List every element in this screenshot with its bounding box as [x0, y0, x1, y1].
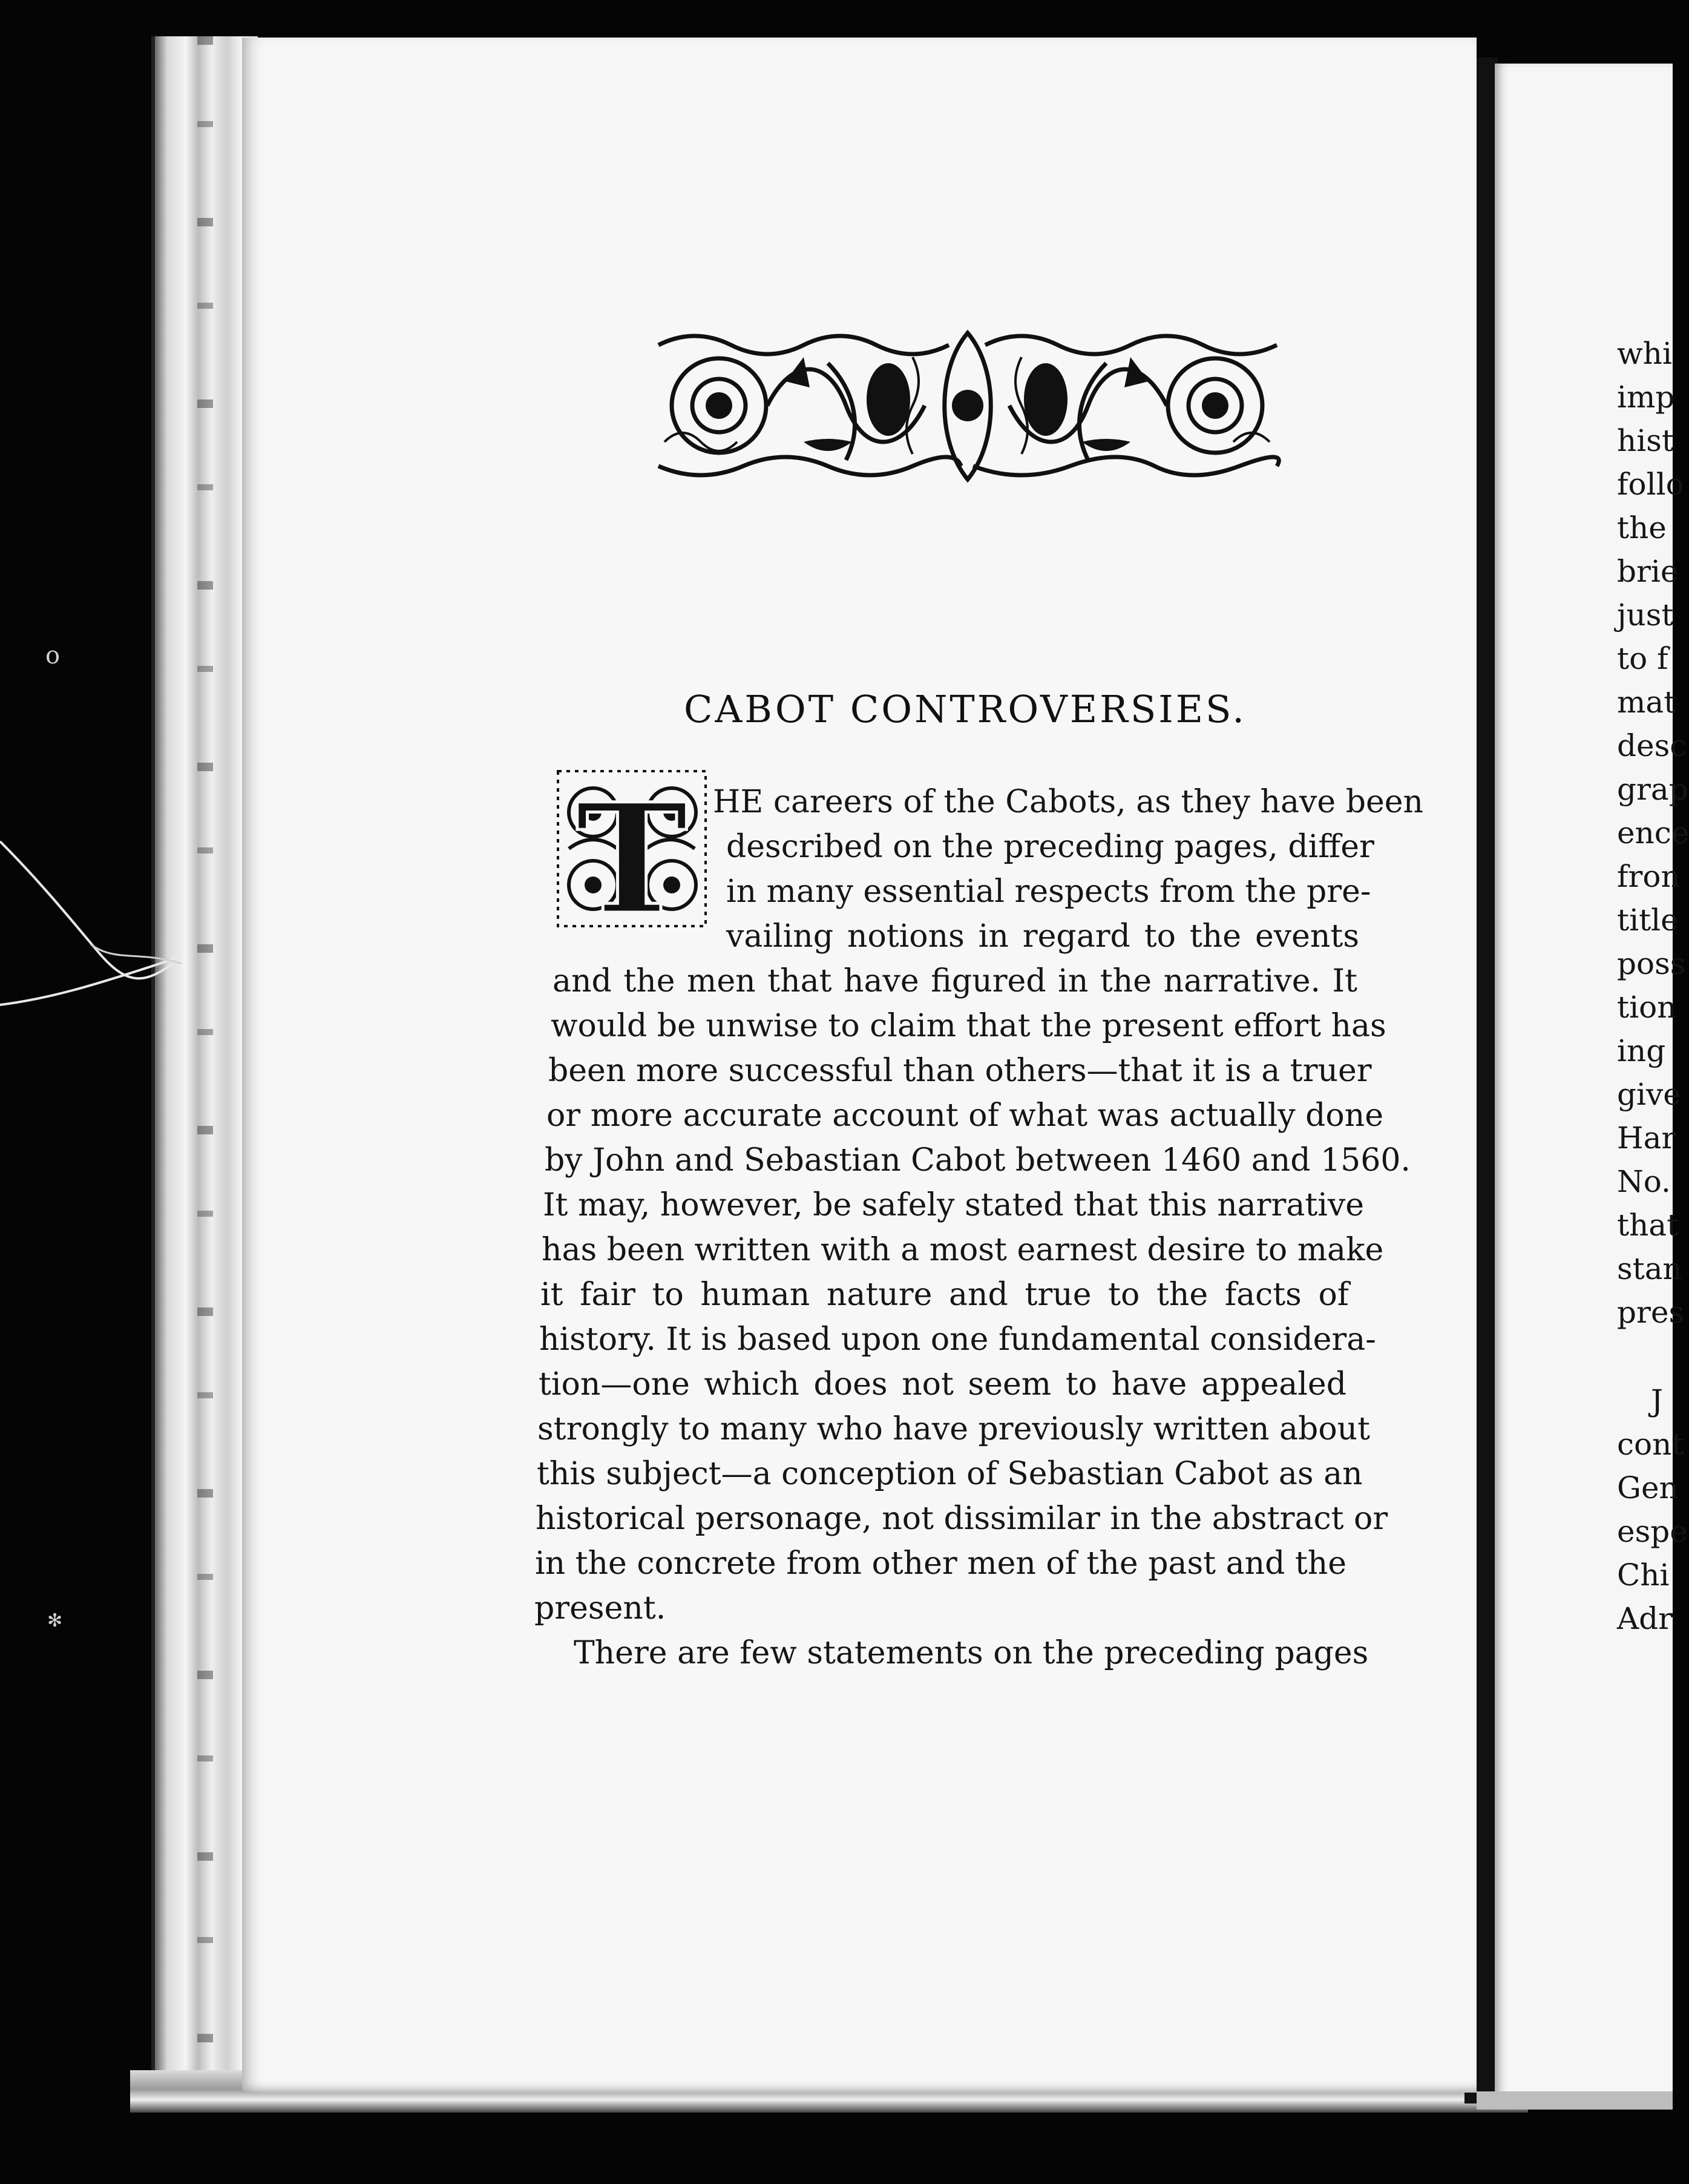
body-line: in many essential respects from the pre-	[726, 873, 1371, 910]
right-line: the	[1617, 510, 1667, 545]
right-line: just	[1617, 597, 1674, 633]
right-line: title	[1617, 903, 1679, 938]
body-line: HE careers of the Cabots, as they have been	[713, 784, 1424, 820]
chapter-title: CABOT CONTROVERSIES.	[684, 687, 1247, 731]
body-line: present.	[534, 1590, 666, 1626]
right-line: hist	[1617, 423, 1674, 458]
right-line: poss	[1617, 946, 1686, 981]
body-line: There are few statements on the preceding pages	[574, 1635, 1369, 1671]
body-line: historical personage, not dissimilar in the abstract or	[536, 1501, 1388, 1537]
right-line: to f	[1617, 641, 1668, 676]
right-line: mat	[1617, 685, 1676, 720]
body-line: history. It is based upon one fundamental considera-	[539, 1321, 1376, 1358]
right-line: grap	[1617, 772, 1688, 807]
right-line: Adr	[1617, 1601, 1673, 1636]
right-line: whi	[1617, 336, 1672, 371]
body-line: by John and Sebastian Cabot between 1460 and 1560.	[545, 1142, 1411, 1179]
body-line: described on the preceding pages, differ	[726, 829, 1374, 865]
body-line: has been written with a most earnest desire to make	[542, 1232, 1384, 1268]
right-line: No.	[1617, 1164, 1671, 1199]
right-line: pres	[1617, 1295, 1685, 1330]
body-line: it fair to human nature and true to the facts of	[540, 1277, 1349, 1313]
speck-mark: o	[45, 642, 61, 669]
right-line: tion	[1617, 990, 1677, 1025]
right-line: Chi	[1617, 1557, 1670, 1593]
right-line: cont	[1617, 1427, 1684, 1462]
right-line: J	[1651, 1383, 1664, 1418]
right-line: Har	[1617, 1120, 1676, 1156]
right-line: espe	[1617, 1514, 1688, 1549]
body-line: It may, however, be safely stated that this narrative	[543, 1187, 1365, 1223]
body-line: been more successful than others—that it is a truer	[548, 1053, 1372, 1089]
drop-cap-letter: T	[575, 770, 689, 948]
body-line: tion—one which does not seem to have appealed	[539, 1366, 1346, 1403]
right-line: ing	[1617, 1033, 1666, 1068]
right-page-bottom-edge	[1477, 2091, 1673, 2110]
right-line: give	[1617, 1077, 1681, 1112]
body-line: strongly to many who have previously written about	[537, 1411, 1371, 1447]
right-line: brie	[1617, 554, 1679, 589]
right-line: ence	[1617, 815, 1689, 850]
body-line: would be unwise to claim that the present effort has	[551, 1008, 1386, 1044]
right-line: that	[1617, 1208, 1679, 1243]
right-line: fron	[1617, 859, 1681, 894]
body-line: this subject—a conception of Sebastian Cabot as an	[537, 1456, 1363, 1492]
speck-mark: ✻	[47, 1610, 63, 1631]
right-line: stan	[1617, 1251, 1682, 1286]
body-line: and the men that have figured in the narrative. It	[553, 963, 1357, 999]
body-line: in the concrete from other men of the past and the	[535, 1545, 1347, 1582]
body-line: vailing notions in regard to the events	[726, 918, 1359, 955]
right-line: imp	[1617, 380, 1675, 415]
right-line: desc	[1617, 728, 1687, 763]
body-line: or more accurate account of what was actually done	[546, 1097, 1384, 1134]
right-line: follo	[1617, 467, 1684, 502]
right-line: Gen	[1617, 1470, 1679, 1505]
